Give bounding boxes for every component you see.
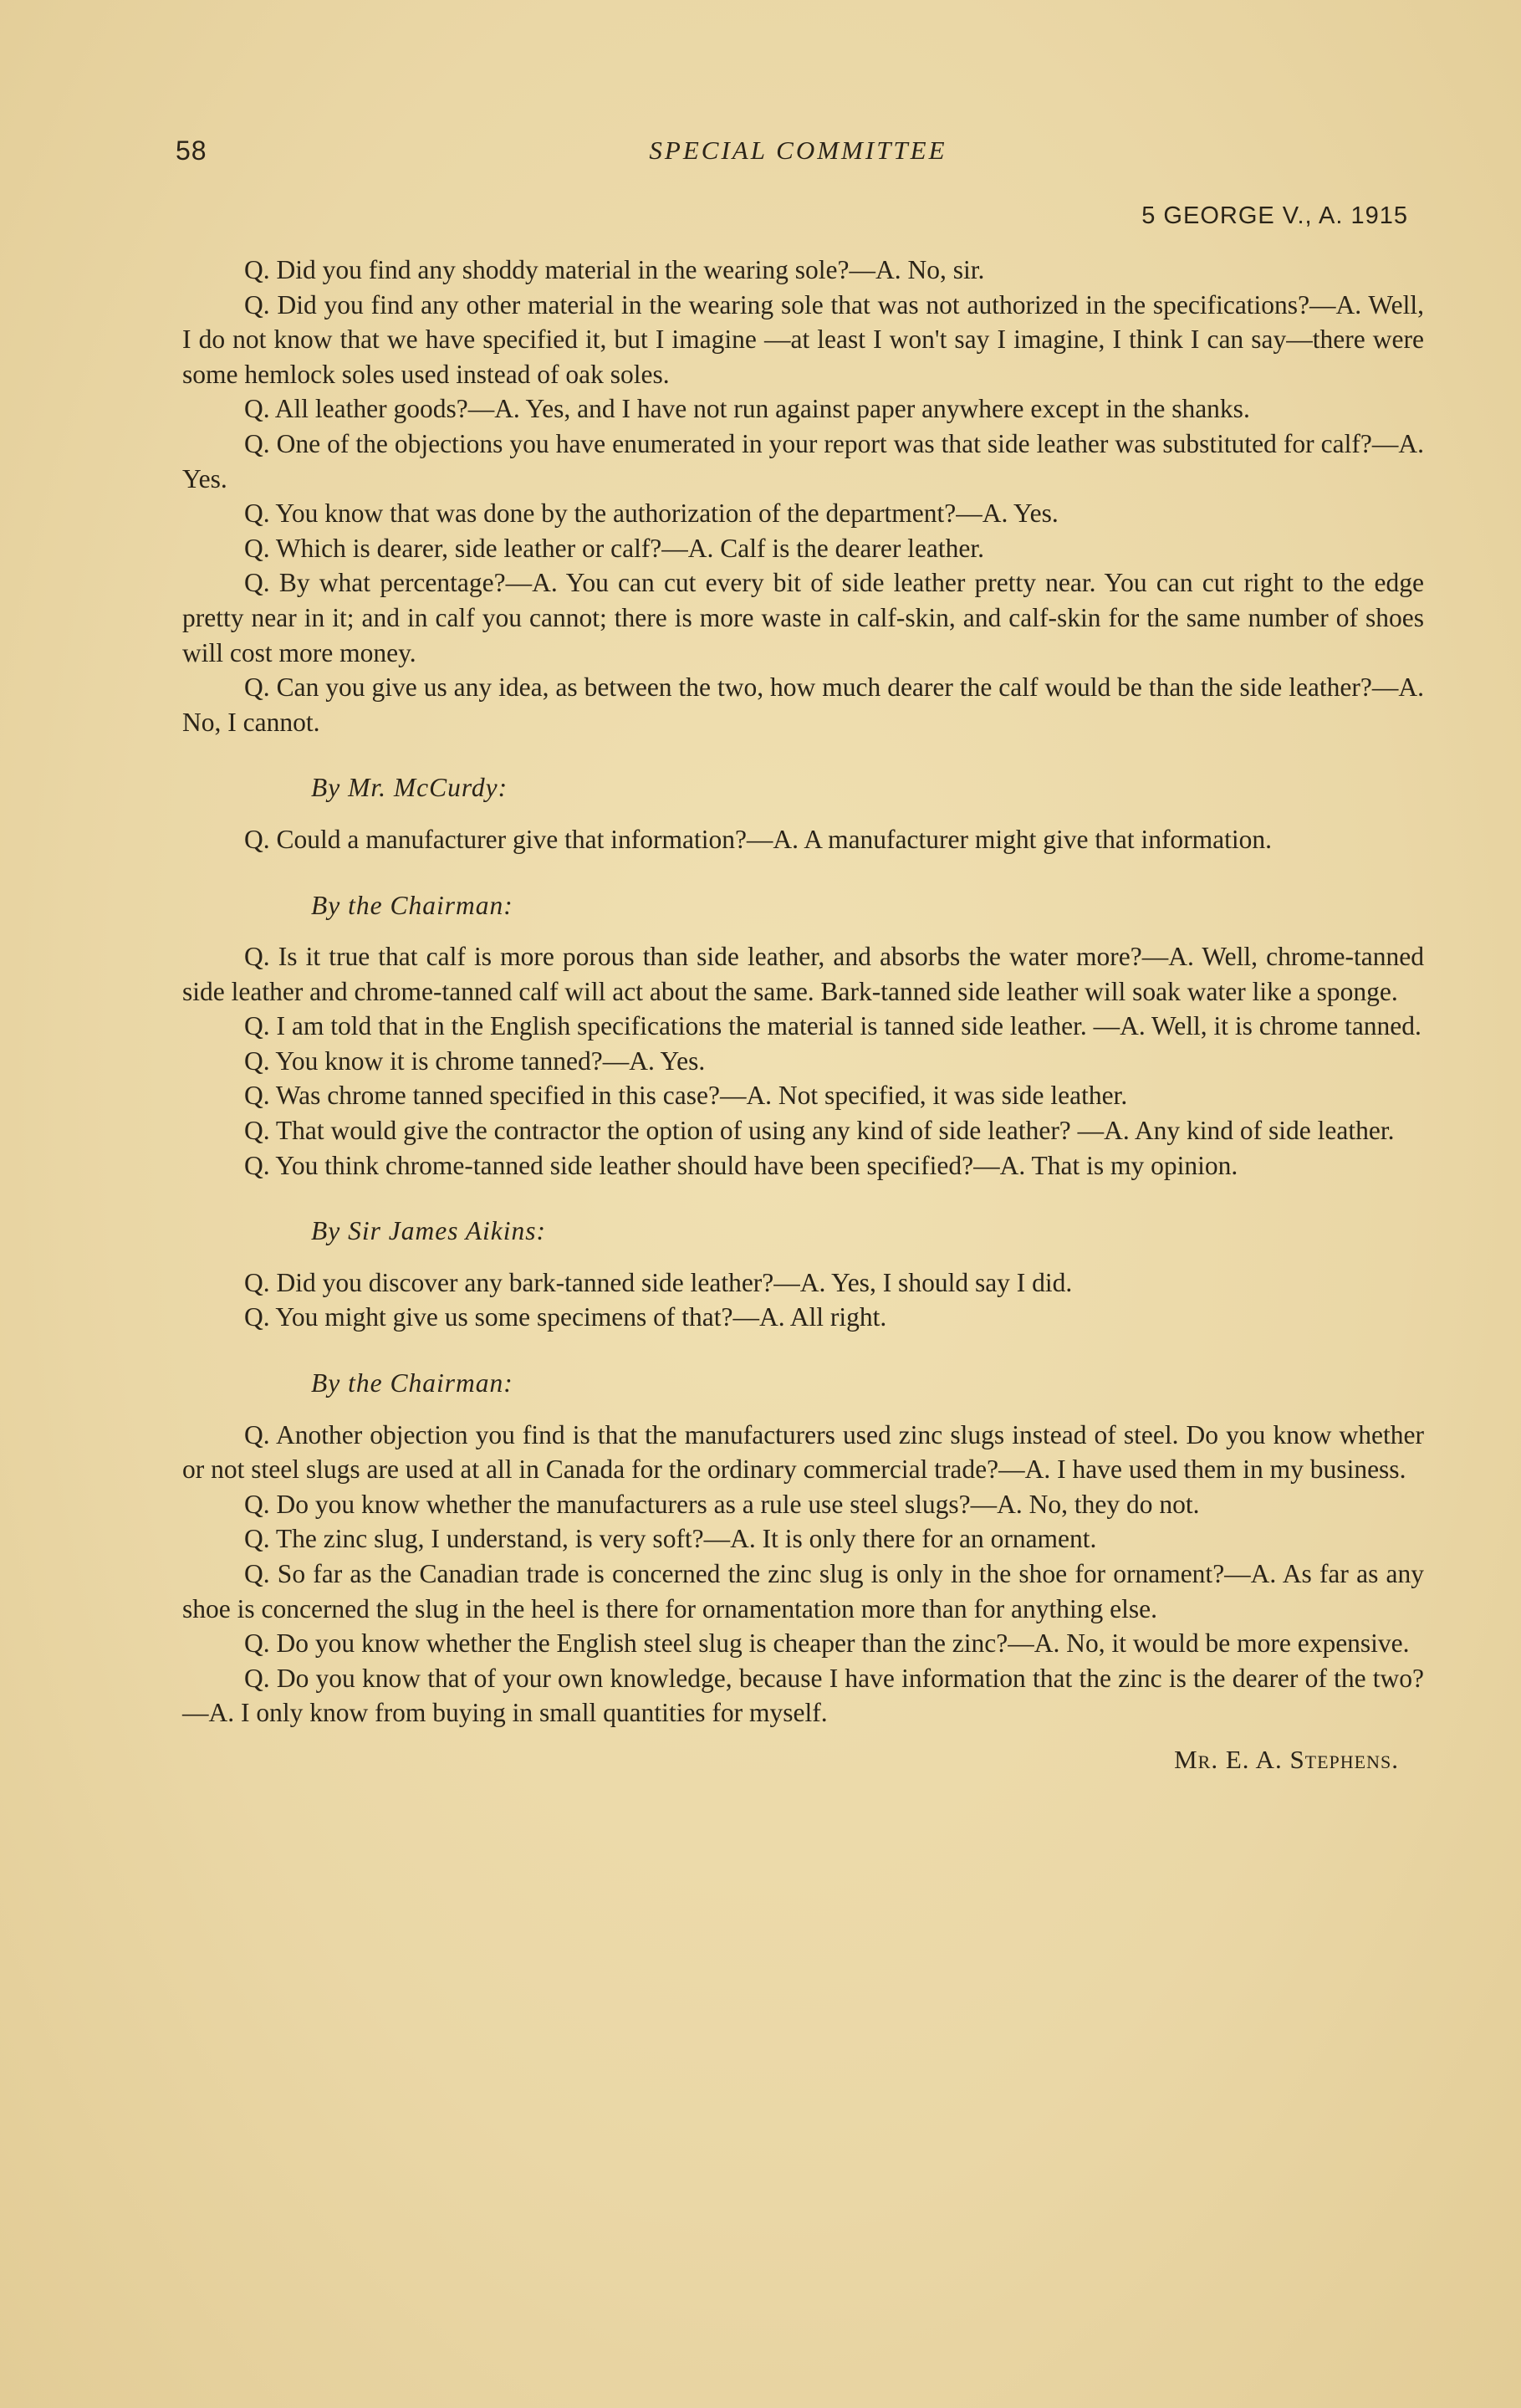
qa-paragraph: Q. Did you find any other material in the wearing sole that was not authorized in the specifications?—A. Well, I do not know that we have specified it, but I imagine —at least I won't say I imagine, I think I can say—there were some hemlock soles used instead of oak soles. xyxy=(182,289,1424,389)
qa-paragraph: Q. Is it true that calf is more porous than side leather, and absorbs the water more?—A. Well, chrome-tanned side leather and chrome-tanned calf will act about the same. Bark-tanned side leather will soak water like a sponge. xyxy=(182,942,1424,1006)
qa-paragraph: Q. Do you know whether the manufacturers as a rule use steel slugs?—A. No, they do not. xyxy=(244,1489,1200,1519)
speaker-heading: By the Chairman: xyxy=(311,890,513,920)
speaker-heading: By Mr. McCurdy: xyxy=(311,773,508,803)
speaker-heading: By the Chairman: xyxy=(311,1368,513,1398)
qa-paragraph: Q. That would give the contractor the option of using any kind of side leather? —A. Any kind of side leather. xyxy=(244,1116,1395,1146)
qa-paragraph: Q. Could a manufacturer give that information?—A. A manufacturer might give that information. xyxy=(244,824,1273,854)
qa-paragraph: Q. You know that was done by the authorization of the department?—A. Yes. xyxy=(244,498,1059,529)
qa-paragraph: Q. Can you give us any idea, as between the two, how much dearer the calf would be than the side leather?—A. No, I cannot. xyxy=(182,672,1424,737)
qa-paragraph: Q. Do you know whether the English steel slug is cheaper than the zinc?—A. No, it would be more expensive. xyxy=(244,1628,1410,1659)
qa-paragraph: Q. By what percentage?—A. You can cut every bit of side leather pretty near. You can cut right to the edge pretty near in it; and in calf you cannot; there is more waste in calf-skin, and calf-skin for the same number of shoes will cost more money. xyxy=(182,568,1424,667)
qa-paragraph: Q. Was chrome tanned specified in this case?—A. Not specified, it was side leather. xyxy=(244,1081,1128,1111)
session-label: 5 GEORGE V., A. 1915 xyxy=(1141,202,1408,229)
witness-signature: Mr. E. A. Stephens. xyxy=(1174,1744,1399,1774)
qa-paragraph: Q. So far as the Canadian trade is concerned the zinc slug is only in the shoe for ornament?—A. As far as any shoe is concerned the slug in the heel is there for ornamentation more than for anything else. xyxy=(182,1559,1424,1623)
qa-paragraph: Q. Which is dearer, side leather or calf?—A. Calf is the dearer leather. xyxy=(244,533,985,563)
qa-paragraph: Q. You might give us some specimens of that?—A. All right. xyxy=(244,1302,887,1332)
qa-paragraph: Q. You know it is chrome tanned?—A. Yes. xyxy=(244,1046,706,1076)
qa-paragraph: Q. Did you find any shoddy material in the wearing sole?—A. No, sir. xyxy=(244,255,985,284)
document-body xyxy=(182,253,1424,1777)
qa-paragraph: Q. Did you discover any bark-tanned side leather?—A. Yes, I should say I did. xyxy=(244,1267,1073,1297)
running-title: SPECIAL COMMITTEE xyxy=(649,135,947,165)
qa-paragraph: Q. One of the objections you have enumerated in your report was that side leather was substituted for calf?—A. Yes. xyxy=(182,428,1424,493)
page-header xyxy=(176,135,1421,177)
page-number: 58 xyxy=(176,135,207,166)
qa-paragraph: Q. Another objection you find is that the manufacturers used zinc slugs instead of steel. Do you know whether or not steel slugs are used at all in Canada for the ordinary commercial trade?—A. I have used them in my business. xyxy=(182,1419,1424,1485)
qa-paragraph: Q. I am told that in the English specifications the material is tanned side leather. —A. Well, it is chrome tanned. xyxy=(244,1011,1421,1041)
qa-paragraph: Q. All leather goods?—A. Yes, and I have not run against paper anywhere except in the shanks. xyxy=(244,394,1250,424)
qa-paragraph: Q. Do you know that of your own knowledge, because I have information that the zinc is the dearer of the two?—A. I only know from buying in small quantities for myself. xyxy=(182,1663,1424,1728)
speaker-heading: By Sir James Aikins: xyxy=(311,1216,546,1246)
qa-paragraph: Q. You think chrome-tanned side leather should have been specified?—A. That is my opinion. xyxy=(244,1150,1238,1180)
qa-paragraph: Q. The zinc slug, I understand, is very soft?—A. It is only there for an ornament. xyxy=(244,1524,1097,1554)
